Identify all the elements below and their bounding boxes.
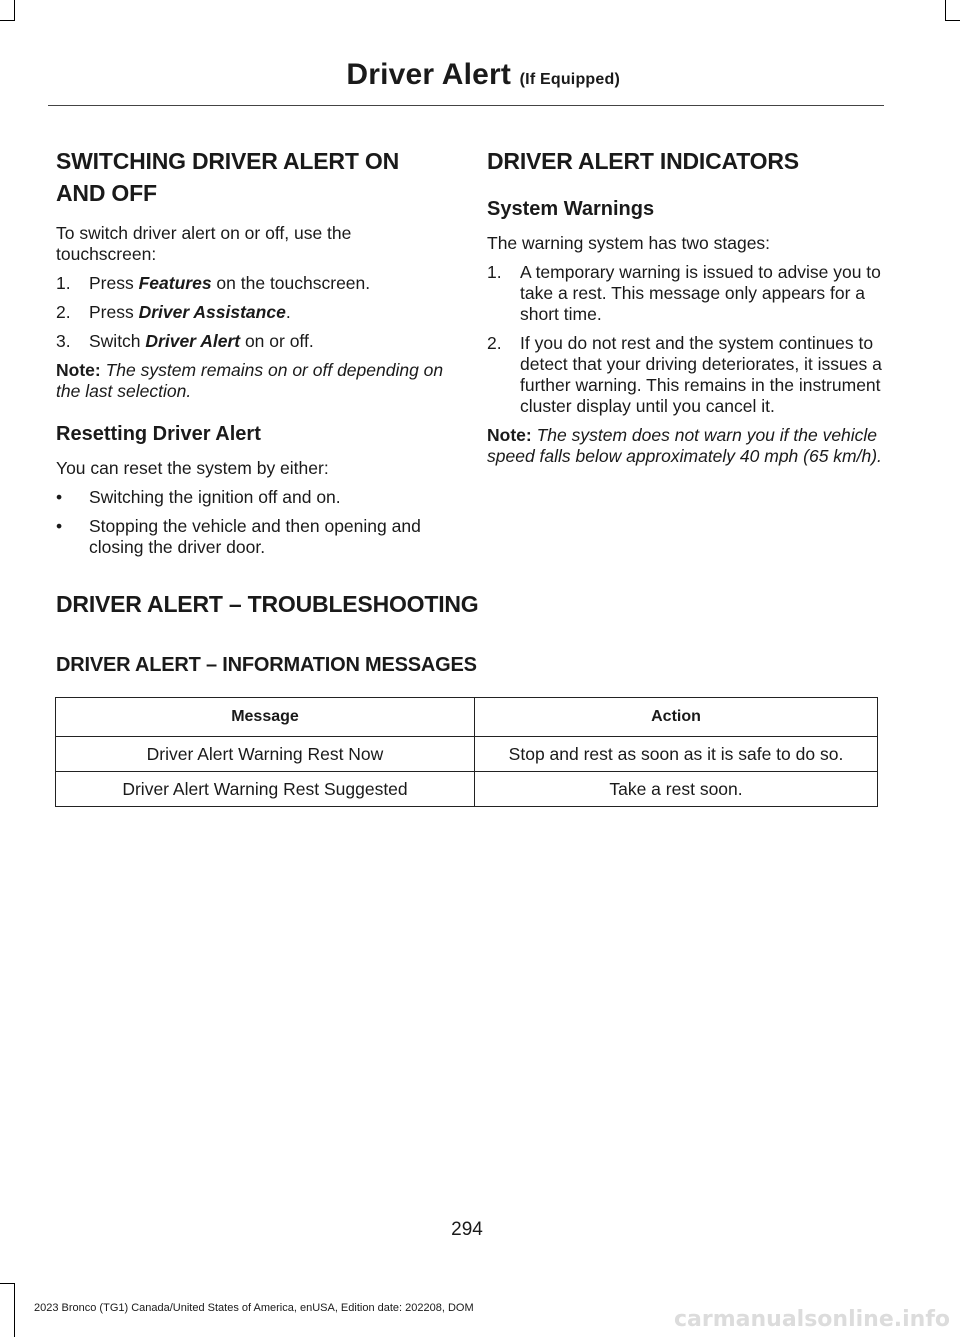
note-label: Note:	[56, 360, 101, 380]
step-text-pre: Switch	[89, 331, 146, 351]
stage-number: 2.	[487, 333, 502, 353]
switch-steps	[56, 273, 451, 352]
watermark: carmanualsonline.info	[674, 1307, 950, 1332]
step-text-pre: Press	[89, 273, 139, 293]
step-menu-label: Features	[138, 273, 212, 293]
bullet-mark: •	[56, 487, 63, 507]
step-text-pre: Press	[89, 302, 139, 322]
crop-mark	[14, 0, 15, 20]
header-subtitle: (If Equipped)	[519, 71, 620, 88]
subheading-information-messages: DRIVER ALERT – INFORMATION MESSAGES	[56, 654, 477, 676]
left-column	[56, 145, 451, 558]
note-label: Note:	[487, 425, 532, 445]
reset-bullets	[56, 487, 451, 558]
stage-number: 1.	[487, 262, 502, 282]
stage-item	[487, 262, 882, 325]
crop-mark	[0, 20, 15, 21]
step-menu-label: Driver Assistance	[138, 302, 286, 322]
step-text-post: on the touchscreen.	[211, 273, 371, 293]
table-row	[56, 737, 878, 772]
header-divider	[48, 105, 884, 106]
table-cell-action: Take a rest soon.	[475, 772, 878, 807]
heading-line-2: AND OFF	[56, 180, 157, 206]
reset-intro: You can reset the system by either:	[56, 458, 329, 478]
step-item	[56, 302, 451, 323]
bullet-item	[56, 516, 451, 558]
step-text-post: on or off.	[240, 331, 314, 351]
step-text-post: .	[285, 302, 291, 322]
table-cell-message: Driver Alert Warning Rest Now	[56, 737, 475, 772]
step-number: 2.	[56, 302, 71, 322]
section-heading-troubleshooting: DRIVER ALERT – TROUBLESHOOTING	[56, 591, 479, 617]
header-title-text: Driver Alert	[346, 58, 512, 91]
section-heading-switching	[56, 145, 451, 209]
note	[56, 360, 451, 402]
warning-stages	[487, 262, 882, 417]
bullet-text: Switching the ignition off and on.	[89, 487, 341, 507]
footer-edition-info: 2023 Bronco (TG1) Canada/United States of America, enUSA, Edition date: 202208, DOM	[34, 1302, 474, 1314]
warning-intro: The warning system has two stages:	[487, 233, 771, 253]
information-messages-table	[55, 697, 878, 807]
page-number: 294	[451, 1219, 483, 1240]
table-header-row	[56, 698, 878, 737]
page-header-title	[346, 58, 620, 92]
stage-text: If you do not rest and the system continues to detect that your driving deteriorates, it issues a further warning. This remains in the instrument cluster display until you cancel it.	[520, 333, 882, 416]
column-header-message: Message	[56, 698, 475, 737]
step-item	[56, 273, 451, 294]
table-cell-action: Stop and rest as soon as it is safe to do so.	[475, 737, 878, 772]
step-number: 3.	[56, 331, 71, 351]
stage-text: A temporary warning is issued to advise you to take a rest. This message only appears for a short time.	[520, 262, 881, 324]
subheading-resetting: Resetting Driver Alert	[56, 423, 261, 445]
right-column	[487, 145, 882, 467]
table-cell-message: Driver Alert Warning Rest Suggested	[56, 772, 475, 807]
crop-mark	[945, 20, 960, 21]
bullet-mark: •	[56, 516, 63, 536]
table-row	[56, 772, 878, 807]
note-text: The system does not warn you if the vehicle speed falls below approximately 40 mph (65 km/h).	[487, 425, 882, 466]
step-item	[56, 331, 451, 352]
stage-item	[487, 333, 882, 417]
note	[487, 425, 882, 467]
bullet-item	[56, 487, 451, 508]
subheading-system-warnings: System Warnings	[487, 198, 655, 220]
step-number: 1.	[56, 273, 71, 293]
bullet-text: Stopping the vehicle and then opening and closing the driver door.	[89, 516, 421, 557]
heading-line-1: SWITCHING DRIVER ALERT ON	[56, 148, 399, 174]
note-text: The system remains on or off depending on the last selection.	[56, 360, 444, 401]
crop-mark	[0, 1283, 15, 1284]
step-menu-label: Driver Alert	[145, 331, 241, 351]
column-header-action: Action	[475, 698, 878, 737]
switch-intro: To switch driver alert on or off, use the touchscreen:	[56, 223, 352, 264]
crop-mark	[945, 0, 946, 20]
crop-mark	[14, 1283, 15, 1337]
section-heading-indicators: DRIVER ALERT INDICATORS	[487, 148, 799, 174]
